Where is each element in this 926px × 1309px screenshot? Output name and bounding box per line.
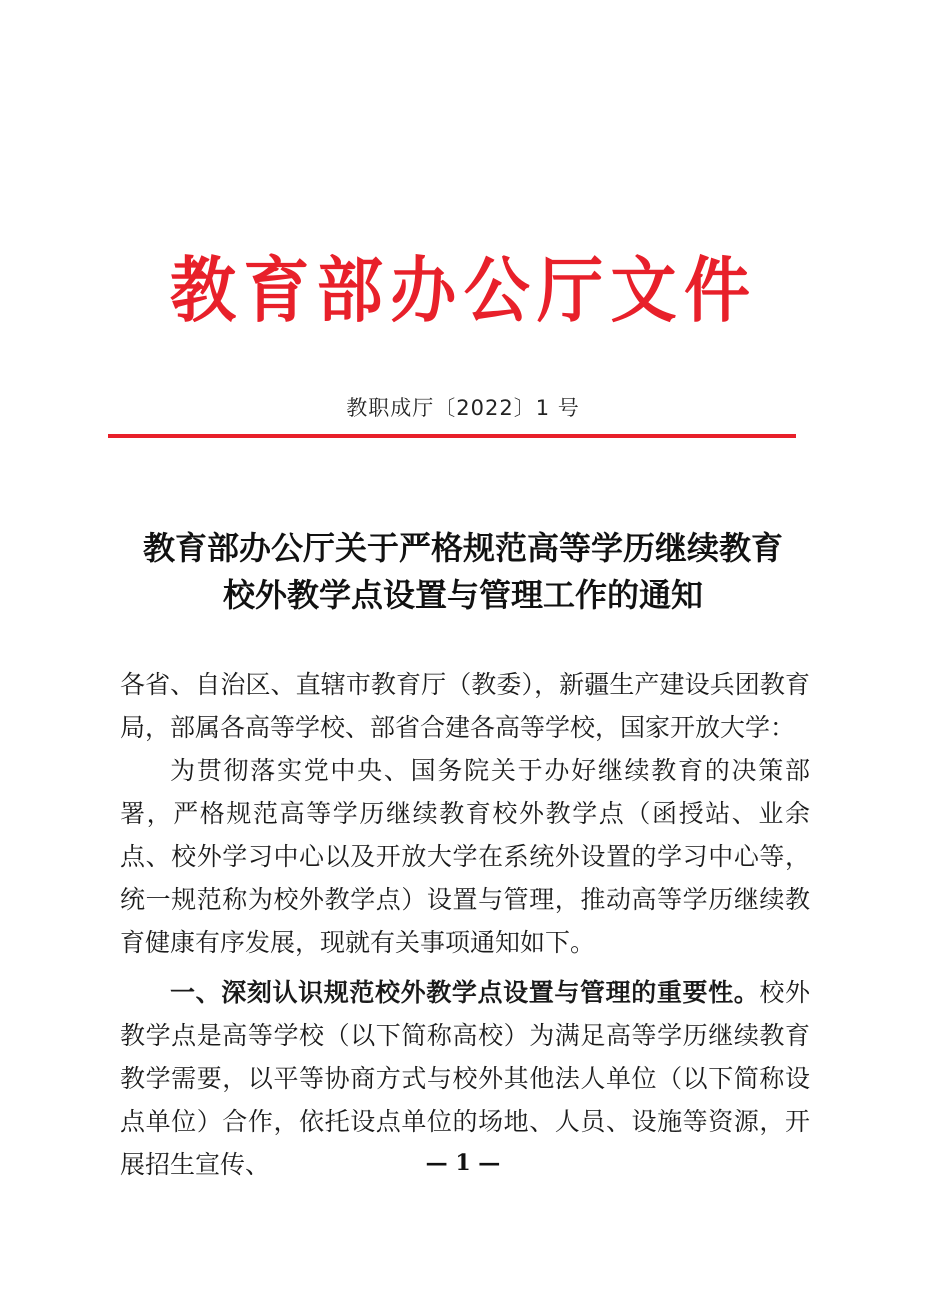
masthead-char: 厅 (537, 247, 604, 333)
document-number: 教职成厅〔2022〕1 号 (346, 396, 580, 420)
masthead-char: 公 (463, 247, 530, 333)
document-masthead (170, 247, 750, 333)
document-title (0, 525, 926, 619)
intro-paragraph: 为贯彻落实党中央、国务院关于办好继续教育的决策部署，严格规范高等学历继续教育校外教学点（函授站、业余点、校外学习中心以及开放大学在系统外设置的学习中心等，统一规范称为校外教学点）设置与管理，推动高等学历继续教育健康有序发展，现就有关事项通知如下。 (120, 756, 810, 957)
section-1-text: 校外教学点是高等学校（以下简称高校）为满足高等学历继续教育教学需要，以平等协商方式与校外其他法人单位（以下简称设点单位）合作，依托设点单位的场地、人员、设施等资源，开展招生宣传、 (120, 978, 810, 1179)
section-1-heading: 一、深刻认识规范校外教学点设置与管理的重要性。 (170, 978, 760, 1007)
page-number: — 1 — (425, 1150, 501, 1176)
masthead-char: 件 (683, 247, 750, 333)
masthead-char: 部 (316, 247, 383, 333)
masthead-char: 育 (243, 247, 310, 333)
title-line-2: 校外教学点设置与管理工作的通知 (222, 576, 703, 614)
title-line-1: 教育部办公厅关于严格规范高等学历继续教育 (142, 529, 783, 567)
masthead-char: 文 (610, 247, 677, 333)
document-body (120, 663, 810, 1186)
masthead-char: 办 (390, 247, 457, 333)
masthead-char: 教 (170, 247, 236, 333)
red-divider-line (108, 434, 796, 438)
addressees-paragraph: 各省、自治区、直辖市教育厅（教委），新疆生产建设兵团教育局，部属各高等学校、部省合建各高等学校，国家开放大学： (120, 670, 810, 742)
